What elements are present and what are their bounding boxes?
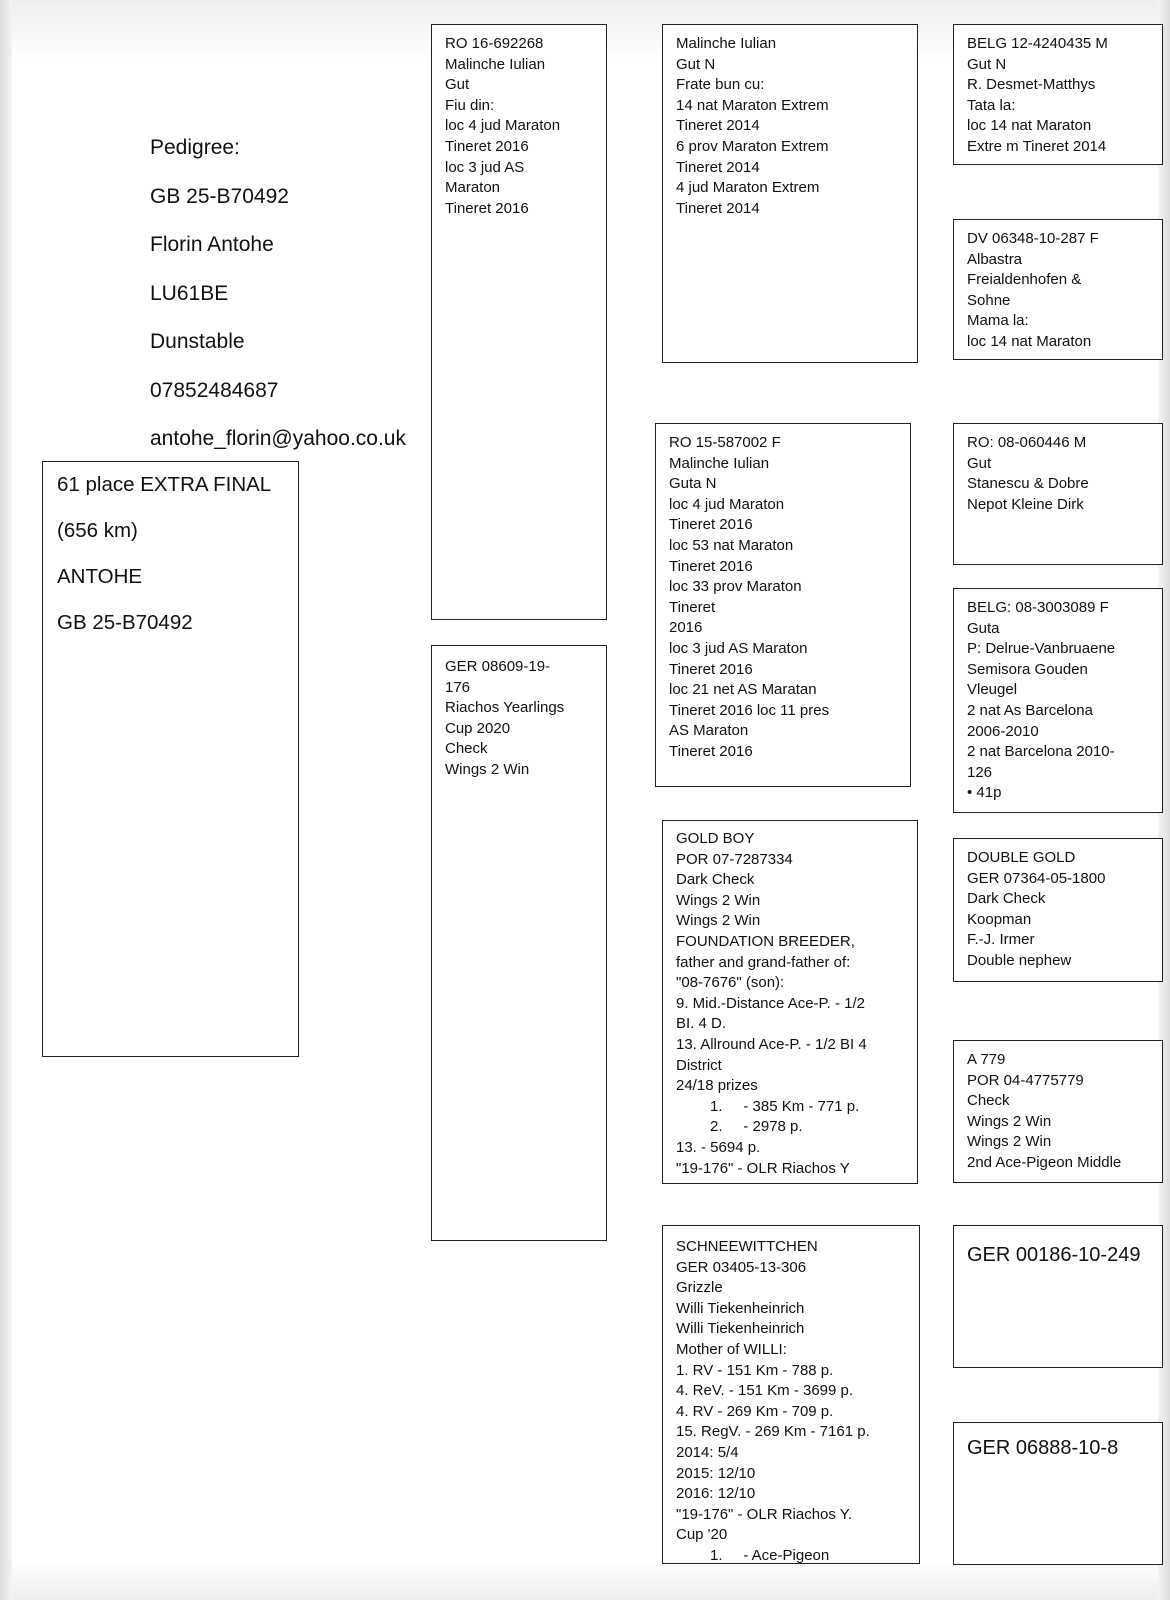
pedigree-line: Semisora Gouden [967,660,1088,678]
pedigree-line: Check [967,1092,1010,1110]
pedigree-line: loc 3 jud AS Maraton [669,639,808,657]
pedigree-line: loc 4 jud Maraton [669,495,785,513]
pedigree-line: Tineret 2016 [669,516,753,534]
pedigree-line: "19-176" - OLR Riachos Y. [676,1505,853,1523]
pedigree-line: Willi Tiekenheinrich [676,1320,805,1338]
pedigree-line: GER 06888-10-8 [967,1437,1119,1459]
dam-sire-box [662,820,918,1184]
pedigree-line: Maraton [445,179,501,197]
pedigree-line: 2016: 12/10 [676,1485,756,1503]
pedigree-line: 4. RV - 269 Km - 709 p. [676,1402,834,1420]
pedigree-line: ANTOHE [57,565,143,588]
pedigree-line: (656 km) [57,519,138,542]
pedigree-line: Check [445,740,488,758]
pedigree-line: Riachos Yearlings [445,699,565,717]
ggp-ddd-box [953,1422,1163,1565]
pedigree-line: Tineret 2016 [669,557,753,575]
ggp-sss-box [953,24,1163,165]
pedigree-line: 1. - 385 Km - 771 p. [710,1097,860,1115]
pedigree-line: RO 15-587002 F [669,434,781,451]
pedigree-line: POR 07-7287334 [676,850,793,868]
pedigree-line: Frate bun cu: [676,76,765,94]
pedigree-line: Wings 2 Win [967,1112,1052,1130]
pedigree-line: Tata la: [967,96,1016,114]
pedigree-line: 2015: 12/10 [676,1464,756,1482]
pedigree-line: loc 4 jud Maraton [445,117,561,135]
page-edge-left [0,0,12,1600]
pedigree-line: P: Delrue-Vanbruaene [967,640,1116,658]
pedigree-line: Dark Check [967,890,1046,908]
pedigree-line: Extre m Tineret 2014 [967,137,1107,155]
pedigree-line: Cup 2020 [445,719,511,737]
pedigree-line: Wings 2 Win [676,891,761,909]
subject-box [42,461,299,1057]
pedigree-line: Tineret 2014 [676,158,760,176]
pedigree-line: Malinche Iulian [445,55,546,73]
pedigree-line: 2016 [669,619,703,637]
pedigree-line: R. Desmet-Matthys [967,76,1096,94]
pedigree-line: 15. RegV. - 269 Km - 7161 p. [676,1423,870,1441]
pedigree-line: loc 14 nat Maraton [967,332,1092,350]
pedigree-line: loc 33 prov Maraton [669,578,802,596]
pedigree-line: GER 08609-19- [445,658,551,675]
pedigree-line: 13. Allround Ace-P. - 1/2 BI 4 [676,1035,867,1053]
ggp-dds-box [953,1225,1163,1368]
ggp-sds-box [953,423,1163,565]
pedigree-line: Gut N [967,55,1007,73]
pedigree-line: Mother of WILLI: [676,1340,787,1358]
dam-dam-box [662,1225,920,1564]
pedigree-line: "19-176" - OLR Riachos Y [676,1159,850,1177]
pedigree-line: 6 prov Maraton Extrem [676,137,829,155]
pedigree-line: 2006-2010 [967,722,1039,740]
pedigree-line: Cup '20 [676,1526,728,1544]
pedigree-line: Malinche Iulian [676,35,777,52]
pedigree-line: 14 nat Maraton Extrem [676,96,829,114]
pedigree-line: 1. RV - 151 Km - 788 p. [676,1361,834,1379]
pedigree-line: Vleugel [967,681,1018,699]
pedigree-line: Freialdenhofen & [967,271,1082,289]
pedigree-line: POR 04-4775779 [967,1071,1084,1089]
pedigree-line: Gut [445,76,470,94]
pedigree-line: loc 21 net AS Maratan [669,681,817,699]
pedigree-line: F.-J. Irmer [967,931,1035,949]
ggp-dsd-box [953,1040,1163,1183]
pedigree-line: 126 [967,763,993,781]
pedigree-line: 2. - 2978 p. [710,1118,803,1136]
pedigree-line: Tineret 2014 [676,117,760,135]
pedigree-line: "08-7676" (son): [676,974,785,992]
pedigree-line: 4 jud Maraton Extrem [676,179,820,197]
pedigree-line: Koopman [967,910,1032,928]
pedigree-line: 2014: 5/4 [676,1443,739,1461]
postcode: LU61BE [150,281,229,305]
pedigree-line: • 41p [967,784,1002,802]
pedigree-line: 2nd Ace-Pigeon Middle [967,1153,1122,1171]
pedigree-line: Stanescu & Dobre [967,475,1089,493]
pedigree-line: Tineret 2016 [669,742,753,760]
pedigree-line: GER 00186-10-249 [967,1244,1141,1266]
pedigree-line: BELG 12-4240435 M [967,35,1108,52]
email: antohe_florin@yahoo.co.uk [150,427,406,450]
owner-info [150,124,406,464]
pedigree-line: BELG: 08-3003089 F [967,599,1109,616]
pedigree-line: Guta [967,619,1000,637]
pedigree-line: Sohne [967,291,1011,309]
pedigree-line: Wings 2 Win [967,1133,1052,1151]
pedigree-line: GER 03405-13-306 [676,1258,807,1276]
ggp-ssd-box [953,219,1163,360]
pedigree-line: GOLD BOY [676,830,755,847]
sire-box [431,24,607,620]
pedigree-line: Mama la: [967,312,1029,330]
ring-number: GB 25-B70492 [150,184,289,208]
pedigree-line: loc 53 nat Maraton [669,536,794,554]
pedigree-line: Double nephew [967,951,1072,969]
pedigree-line: Malinche Iulian [669,454,770,472]
pedigree-line: Tineret 2016 [445,137,529,155]
sire-dam-box [655,423,911,787]
pedigree-line: 13. - 5694 p. [676,1138,761,1156]
ggp-sdd-box [953,588,1163,813]
pedigree-line: 2 nat Barcelona 2010- [967,743,1115,761]
pedigree-line: Willi Tiekenheinrich [676,1299,805,1317]
pedigree-line: RO 16-692268 [445,35,544,52]
town: Dunstable [150,330,245,353]
pedigree-line: Dark Check [676,871,755,889]
pedigree-line: 4. ReV. - 151 Km - 3699 p. [676,1382,854,1400]
pedigree-line: Tineret 2016 [669,660,753,678]
pedigree-line: Tineret [669,598,716,616]
pedigree-line: Fiu din: [445,96,495,114]
pedigree-line: Wings 2 Win [676,912,761,930]
pedigree-label: Pedigree: [150,136,240,159]
pedigree-line: father and grand-father of: [676,953,851,971]
pedigree-line: Guta N [669,475,717,493]
phone: 07852484687 [150,378,279,402]
pedigree-line: Wings 2 Win [445,760,530,778]
pedigree-line: 2 nat As Barcelona [967,701,1093,719]
ggp-dss-box [953,838,1163,982]
pedigree-line: FOUNDATION BREEDER, [676,932,855,950]
pedigree-line: Grizzle [676,1279,723,1297]
pedigree-line: SCHNEEWITTCHEN [676,1238,818,1255]
pedigree-line: District [676,1056,722,1074]
pedigree-line: loc 14 nat Maraton [967,117,1092,135]
pedigree-line: Nepot Kleine Dirk [967,495,1084,513]
pedigree-line: GB 25-B70492 [57,611,193,634]
pedigree-line: RO: 08-060446 M [967,434,1087,451]
pedigree-line: DOUBLE GOLD [967,849,1076,866]
pedigree-line: AS Maraton [669,722,749,740]
pedigree-line: 61 place EXTRA FINAL [57,473,272,496]
pedigree-line: Albastra [967,250,1023,268]
pedigree-line: Gut N [676,55,716,73]
pedigree-line: A 779 [967,1051,1006,1068]
pedigree-line: DV 06348-10-287 F [967,230,1099,247]
pedigree-line: loc 3 jud AS [445,158,525,176]
pedigree-line: Tineret 2016 loc 11 pres [669,701,830,719]
pedigree-line: 9. Mid.-Distance Ace-P. - 1/2 [676,994,865,1012]
owner-name: Florin Antohe [150,233,274,256]
pedigree-line: 176 [445,678,471,696]
pedigree-line: Gut [967,454,992,472]
pedigree-line: 1. - Ace-Pigeon [710,1546,830,1564]
dam-box [431,645,607,1241]
pedigree-line: 24/18 prizes [676,1077,758,1095]
sire-sire-box [662,24,918,363]
pedigree-line: Tineret 2016 [445,199,529,217]
pedigree-line: GER 07364-05-1800 [967,869,1106,887]
pedigree-line: Tineret 2014 [676,199,760,217]
pedigree-line: BI. 4 D. [676,1015,727,1033]
